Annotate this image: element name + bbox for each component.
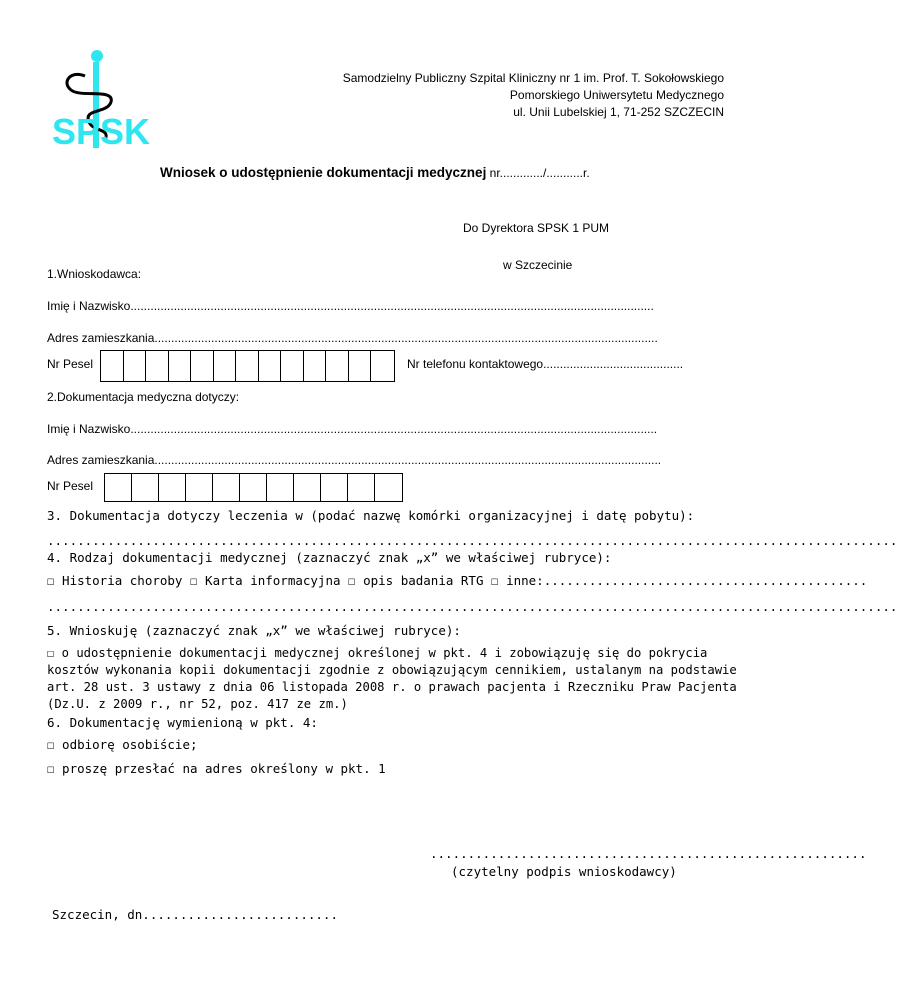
applicant-pesel-label: Nr Pesel (47, 357, 94, 371)
logo-head-dot (91, 50, 103, 62)
signature-field[interactable]: .......................................................... (430, 846, 867, 861)
title-number: nr............./...........r. (486, 166, 590, 180)
pesel-cell[interactable] (375, 474, 402, 501)
patient-address-field[interactable]: Adres zamieszkania........................................................................................................................................................ (47, 453, 662, 467)
document-title (160, 165, 590, 180)
patient-name-field[interactable]: Imię i Nazwisko.............................................................................................................................................................. (47, 422, 658, 436)
pesel-cell[interactable] (281, 351, 304, 381)
section5-heading: 5. Wnioskuję (zaznaczyć znak „x” we właściwej rubryce): (47, 623, 461, 638)
addressee-line-1: Do Dyrektora SPSK 1 PUM (463, 221, 610, 235)
section4-heading: 4. Rodzaj dokumentacji medycznej (zaznaczyć znak „x” we właściwej rubryce): (47, 550, 612, 565)
pesel-cell[interactable] (304, 351, 327, 381)
header-line-2: Pomorskiego Uniwersytetu Medycznego (509, 88, 724, 102)
pesel-cell[interactable] (236, 351, 259, 381)
pesel-cell[interactable] (213, 474, 240, 501)
section3-heading: 3. Dokumentacja dotyczy leczenia w (podać nazwę komórki organizacyjnej i datę pobytu): (47, 508, 695, 523)
pesel-cell[interactable] (186, 474, 213, 501)
header-line-1: Samodzielny Publiczny Szpital Kliniczny nr 1 im. Prof. T. Sokołowskiego (342, 71, 724, 85)
signature-caption: (czytelny podpis wnioskodawcy) (451, 864, 677, 879)
pesel-cell[interactable] (159, 474, 186, 501)
applicant-pesel-boxes[interactable] (100, 350, 395, 382)
pesel-cell[interactable] (349, 351, 372, 381)
section6-heading: 6. Dokumentację wymienioną w pkt. 4: (47, 715, 318, 730)
section2-heading: 2.Dokumentacja medyczna dotyczy: (47, 390, 240, 404)
pesel-cell[interactable] (294, 474, 321, 501)
pesel-cell[interactable] (101, 351, 124, 381)
documentation-other-field[interactable]: ................................................................................................................. (47, 599, 897, 614)
pesel-cell[interactable] (214, 351, 237, 381)
addressee-line-2: w Szczecinie (503, 258, 573, 272)
department-field[interactable]: ................................................................................................................. (47, 533, 897, 548)
pesel-cell[interactable] (259, 351, 282, 381)
pickup-personally-option[interactable]: ☐ odbiorę osobiście; (47, 737, 198, 752)
pesel-cell[interactable] (124, 351, 147, 381)
pesel-cell[interactable] (105, 474, 132, 501)
pesel-cell[interactable] (169, 351, 192, 381)
title-main: Wniosek o udostępnienie dokumentacji medycznej (160, 165, 487, 180)
patient-pesel-label: Nr Pesel (47, 479, 94, 493)
send-by-mail-option[interactable]: ☐ proszę przesłać na adres określony w pkt. 1 (47, 761, 386, 776)
pesel-cell[interactable] (191, 351, 214, 381)
documentation-type-options[interactable]: ☐ Historia choroby ☐ Karta informacyjna ☐ opis badania RTG ☐ inne:........................................... (47, 573, 868, 588)
copy-request-option[interactable]: ☐ o udostępnienie dokumentacji medycznej określonej w pkt. 4 i zobowiązuję się do pokrycia kosztów wykonania kopii dokumentacji zgodnie z obowiązującym cennikiem, ustalanym na podstawie art. 28 ust. 3 ustawy z dnia 06 listopada 2008 r. o prawach pacjenta i Rzeczniku Praw Pacjenta (Dz.U. z 2009 r., nr 52, poz. 417 ze zm.) (47, 646, 737, 711)
hospital-header (343, 70, 724, 121)
spsk-logo (45, 48, 157, 152)
pesel-cell[interactable] (321, 474, 348, 501)
applicant-address-field[interactable]: Adres zamieszkania....................................................................................................................................................... (47, 331, 658, 345)
patient-pesel-boxes[interactable] (104, 473, 403, 502)
header-line-3: ul. Unii Lubelskiej 1, 71-252 SZCZECIN (513, 105, 724, 119)
place-date-field[interactable]: Szczecin, dn.......................... (52, 907, 338, 922)
logo-text: SPSK (51, 111, 151, 152)
applicant-phone-field[interactable]: Nr telefonu kontaktowego.......................................... (407, 357, 684, 371)
pesel-cell[interactable] (371, 351, 394, 381)
pesel-cell[interactable] (132, 474, 159, 501)
pesel-cell[interactable] (146, 351, 169, 381)
pesel-cell[interactable] (267, 474, 294, 501)
pesel-cell[interactable] (240, 474, 267, 501)
applicant-name-field[interactable]: Imię i Nazwisko............................................................................................................................................................. (47, 299, 654, 313)
section1-heading: 1.Wnioskodawca: (47, 267, 142, 281)
pesel-cell[interactable] (348, 474, 375, 501)
pesel-cell[interactable] (326, 351, 349, 381)
